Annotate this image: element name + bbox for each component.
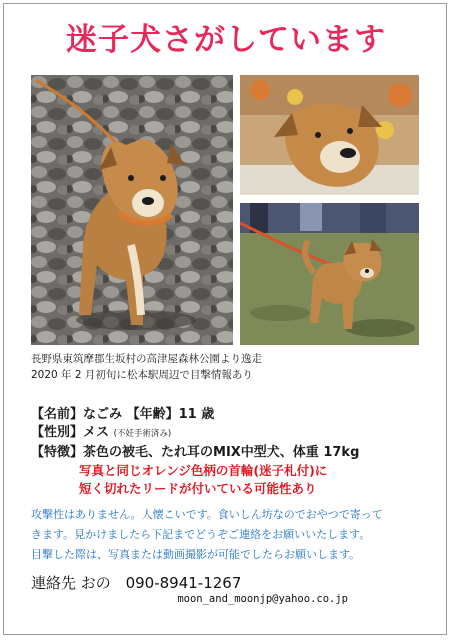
contact-line bbox=[31, 572, 241, 593]
info-row-sex bbox=[31, 421, 171, 440]
dog-photo-closeup bbox=[240, 75, 419, 195]
contact-email[interactable]: moon_and_moonjp@yahoo.co.jp bbox=[177, 593, 348, 605]
feature-value: 茶色の被毛、たれ耳のMIX中型犬、体重 17kg bbox=[83, 445, 360, 460]
name-value: なごみ bbox=[83, 407, 123, 422]
contact-name: おの bbox=[80, 574, 111, 592]
dog-photo-pebbles bbox=[31, 75, 233, 345]
dog-photo-grass bbox=[240, 203, 419, 345]
name-label: 【名前】 bbox=[31, 407, 84, 422]
collar-warning-line-1: 写真と同じオレンジ色柄の首輪(迷子札付)に bbox=[79, 463, 328, 478]
contact-label: 連絡先 bbox=[31, 574, 77, 592]
sex-value: メス bbox=[83, 425, 110, 440]
sex-label: 【性別】 bbox=[31, 425, 84, 440]
feature-label: 【特徴】 bbox=[31, 445, 84, 460]
info-row-name bbox=[31, 403, 214, 422]
location-line-1: 長野県東筑摩郡生坂村の高津屋森林公園より逸走 bbox=[31, 353, 262, 365]
age-label: 【年齢】 bbox=[126, 407, 179, 422]
note-line-3: 目撃した際は、写真または動画撮影が可能でしたらお願いします。 bbox=[31, 548, 361, 561]
collar-warning-line-2: 短く切れたリードが付いている可能性あり bbox=[79, 481, 317, 496]
note-line-1: 攻撃性はありません。人懐こいです。食いしん坊なのでおやつで寄って bbox=[31, 508, 383, 521]
location-line-2: 2020 年 2 月初旬に松本駅周辺で目撃情報あり bbox=[31, 369, 253, 381]
age-value: 11 歳 bbox=[178, 407, 215, 422]
sex-note: (不妊手術済み) bbox=[113, 429, 172, 439]
note-line-2: きます。見かけましたら下記までどうぞご連絡をお願いいたします。 bbox=[31, 528, 371, 541]
poster-title: 迷子犬さがしています bbox=[66, 22, 386, 58]
info-row-feature bbox=[31, 441, 359, 460]
contact-phone[interactable]: 090-8941-1267 bbox=[125, 574, 242, 592]
